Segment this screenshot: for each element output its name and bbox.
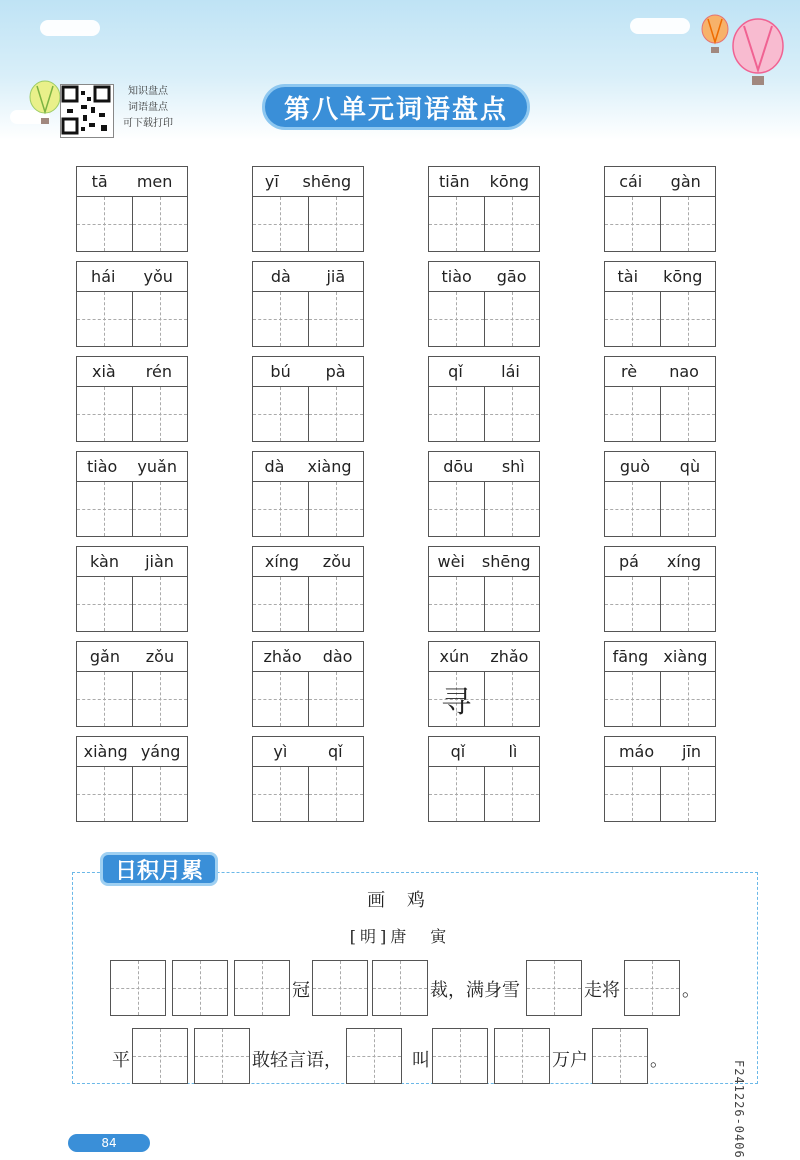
writing-cell[interactable] <box>253 672 309 726</box>
pinyin-syllable: dōu <box>443 457 474 476</box>
pinyin-row <box>76 261 188 291</box>
pinyin-row <box>252 166 364 196</box>
pinyin-row <box>604 356 716 386</box>
pinyin-syllable: xiàng <box>83 742 128 761</box>
writing-boxes <box>76 291 188 347</box>
pinyin-syllable: shēng <box>481 552 531 571</box>
pinyin-syllable: xiàng <box>307 457 352 476</box>
pinyin-syllable: máo <box>618 742 655 761</box>
poem-text: 平 <box>112 1050 130 1071</box>
pinyin-syllable: gāo <box>496 267 527 286</box>
word-item <box>252 736 364 822</box>
pinyin-row <box>252 546 364 576</box>
writing-cell[interactable] <box>661 387 716 441</box>
word-item <box>604 736 716 822</box>
writing-boxes <box>428 386 540 442</box>
writing-boxes <box>252 196 364 252</box>
word-grid <box>76 166 716 826</box>
word-item <box>428 261 540 347</box>
word-item <box>604 166 716 252</box>
poem-answer-box[interactable] <box>194 1028 250 1084</box>
side-code: F241226-0406 <box>732 1060 746 1159</box>
writing-boxes <box>76 766 188 822</box>
word-item <box>252 166 364 252</box>
writing-boxes <box>252 671 364 727</box>
pinyin-row <box>428 641 540 671</box>
pinyin-syllable: lì <box>508 742 518 761</box>
pinyin-row <box>252 261 364 291</box>
pinyin-row <box>76 736 188 766</box>
pinyin-syllable: xiàng <box>663 647 708 666</box>
pinyin-syllable: jiàn <box>145 552 174 571</box>
writing-boxes <box>428 671 540 727</box>
writing-cell[interactable] <box>253 387 309 441</box>
pinyin-syllable: tiào <box>441 267 472 286</box>
poem-text: 。 <box>682 980 700 1001</box>
writing-cell[interactable] <box>77 197 133 251</box>
pinyin-syllable: tā <box>91 172 108 191</box>
poem-answer-box[interactable] <box>110 960 166 1016</box>
cloud-decoration <box>40 20 100 36</box>
word-item <box>604 451 716 537</box>
word-item <box>604 261 716 347</box>
writing-boxes <box>604 481 716 537</box>
writing-cell[interactable] <box>133 672 188 726</box>
pinyin-row <box>76 356 188 386</box>
writing-cell[interactable] <box>133 292 188 346</box>
pinyin-syllable: yǒu <box>143 267 173 286</box>
word-item <box>76 356 188 442</box>
writing-cell[interactable] <box>133 577 188 631</box>
pinyin-syllable: kàn <box>90 552 119 571</box>
pinyin-syllable: qù <box>679 457 701 476</box>
writing-cell[interactable] <box>253 577 309 631</box>
writing-boxes <box>604 291 716 347</box>
pinyin-syllable: guò <box>619 457 650 476</box>
pinyin-syllable: yáng <box>140 742 181 761</box>
writing-boxes <box>604 576 716 632</box>
balloon-icon <box>700 14 730 58</box>
pinyin-row <box>428 546 540 576</box>
pinyin-row <box>428 736 540 766</box>
writing-cell[interactable] <box>429 577 485 631</box>
writing-boxes <box>604 386 716 442</box>
writing-boxes <box>428 481 540 537</box>
cloud-decoration <box>630 18 690 34</box>
pinyin-syllable: dào <box>322 647 353 666</box>
writing-cell[interactable] <box>605 577 661 631</box>
pinyin-row <box>252 451 364 481</box>
pinyin-row <box>76 451 188 481</box>
pinyin-syllable: xíng <box>264 552 300 571</box>
poem-text: 冠 <box>292 980 310 1001</box>
writing-boxes <box>76 196 188 252</box>
pinyin-syllable: pà <box>325 362 346 381</box>
writing-cell[interactable] <box>253 197 309 251</box>
pinyin-syllable: wèi <box>437 552 465 571</box>
pinyin-syllable: gǎn <box>89 647 120 666</box>
pinyin-syllable: zǒu <box>145 647 175 666</box>
pinyin-row <box>76 166 188 196</box>
pinyin-row <box>604 641 716 671</box>
pinyin-syllable: men <box>136 172 173 191</box>
word-item <box>604 641 716 727</box>
writing-cell[interactable] <box>661 292 716 346</box>
poem-text: 敢轻言语， <box>252 1050 342 1071</box>
writing-cell[interactable] <box>77 482 133 536</box>
writing-boxes <box>252 766 364 822</box>
writing-cell[interactable] <box>485 482 540 536</box>
writing-cell[interactable] <box>661 577 716 631</box>
pinyin-row <box>604 166 716 196</box>
writing-cell[interactable] <box>661 672 716 726</box>
pinyin-syllable: zǒu <box>322 552 352 571</box>
poem-text: 叫 <box>412 1050 430 1071</box>
writing-boxes <box>428 766 540 822</box>
writing-boxes <box>76 671 188 727</box>
writing-cell[interactable] <box>133 767 188 821</box>
pinyin-row <box>428 356 540 386</box>
poem-answer-box[interactable] <box>172 960 228 1016</box>
poem-author: [明]唐 寅 <box>349 927 451 946</box>
writing-cell[interactable] <box>253 292 309 346</box>
poem-answer-box[interactable] <box>494 1028 550 1084</box>
pinyin-row <box>252 641 364 671</box>
pinyin-syllable: rè <box>621 362 638 381</box>
page-number: 84 <box>68 1134 150 1152</box>
poem-text: 万户 <box>552 1050 588 1071</box>
writing-cell[interactable] <box>485 672 540 726</box>
writing-boxes <box>252 386 364 442</box>
writing-cell[interactable] <box>77 672 133 726</box>
writing-boxes <box>604 671 716 727</box>
writing-boxes <box>252 481 364 537</box>
writing-cell[interactable] <box>309 482 364 536</box>
poem-answer-box[interactable] <box>592 1028 648 1084</box>
writing-boxes <box>604 766 716 822</box>
balloon-icon <box>730 18 786 88</box>
writing-cell[interactable] <box>605 197 661 251</box>
writing-cell[interactable] <box>77 387 133 441</box>
word-item <box>252 546 364 632</box>
word-item <box>252 356 364 442</box>
pinyin-syllable: xún <box>439 647 470 666</box>
pinyin-syllable: shì <box>501 457 525 476</box>
writing-cell[interactable] <box>429 767 485 821</box>
writing-cell[interactable] <box>485 292 540 346</box>
word-item <box>76 451 188 537</box>
poem-text: 裁，满身雪 <box>430 980 520 1001</box>
writing-boxes <box>428 576 540 632</box>
pinyin-syllable: kōng <box>489 172 529 191</box>
pinyin-row <box>604 261 716 291</box>
writing-cell[interactable] <box>429 387 485 441</box>
qr-caption-line: 词语盘点 <box>128 102 168 113</box>
writing-boxes <box>76 481 188 537</box>
pinyin-row <box>604 451 716 481</box>
pinyin-syllable: xià <box>92 362 116 381</box>
poem-text: 走将 <box>584 980 620 1001</box>
poem-answer-box[interactable] <box>526 960 582 1016</box>
writing-cell[interactable] <box>309 292 364 346</box>
writing-cell[interactable] <box>309 672 364 726</box>
writing-cell[interactable] <box>605 672 661 726</box>
writing-cell[interactable] <box>485 767 540 821</box>
pinyin-syllable: yī <box>264 172 279 191</box>
writing-cell[interactable] <box>429 482 485 536</box>
pinyin-row <box>76 546 188 576</box>
pinyin-syllable: qǐ <box>450 742 466 761</box>
poem-title: 画 鸡 <box>367 890 433 911</box>
word-item <box>252 451 364 537</box>
word-item <box>428 166 540 252</box>
pinyin-syllable: rén <box>145 362 172 381</box>
pinyin-syllable: dà <box>270 267 291 286</box>
pinyin-syllable: jīn <box>682 742 702 761</box>
pinyin-syllable: hái <box>91 267 116 286</box>
word-item <box>76 546 188 632</box>
pinyin-syllable: zhǎo <box>263 647 302 666</box>
pinyin-syllable: kōng <box>663 267 703 286</box>
poem-answer-box[interactable] <box>432 1028 488 1084</box>
writing-cell[interactable] <box>133 387 188 441</box>
pinyin-syllable: lái <box>501 362 520 381</box>
poem-answer-box[interactable] <box>372 960 428 1016</box>
writing-cell[interactable] <box>133 482 188 536</box>
writing-cell[interactable] <box>661 482 716 536</box>
writing-cell[interactable] <box>309 577 364 631</box>
word-item <box>76 641 188 727</box>
poem-answer-box[interactable] <box>346 1028 402 1084</box>
pinyin-row <box>252 736 364 766</box>
pinyin-syllable: xíng <box>666 552 702 571</box>
pinyin-syllable: zhǎo <box>490 647 529 666</box>
word-item <box>428 546 540 632</box>
page-title: 第八单元词语盘点 <box>262 84 530 130</box>
writing-cell[interactable] <box>485 197 540 251</box>
pinyin-syllable: shēng <box>302 172 352 191</box>
writing-cell[interactable] <box>661 197 716 251</box>
writing-boxes <box>252 576 364 632</box>
writing-boxes <box>76 576 188 632</box>
qr-caption-line: 知识盘点 <box>128 86 168 97</box>
word-item <box>252 261 364 347</box>
qr-caption <box>116 84 180 132</box>
writing-boxes <box>428 196 540 252</box>
writing-cell[interactable] <box>485 387 540 441</box>
word-item <box>252 641 364 727</box>
writing-cell[interactable] <box>133 197 188 251</box>
pinyin-syllable: dà <box>264 457 285 476</box>
word-item <box>76 261 188 347</box>
word-item <box>76 736 188 822</box>
pinyin-syllable: gàn <box>670 172 701 191</box>
writing-boxes <box>428 291 540 347</box>
pinyin-syllable: tài <box>617 267 639 286</box>
word-item <box>428 736 540 822</box>
writing-cell[interactable] <box>605 387 661 441</box>
pinyin-syllable: cái <box>619 172 643 191</box>
pinyin-syllable: fāng <box>612 647 649 666</box>
writing-cell[interactable] <box>253 482 309 536</box>
writing-boxes <box>76 386 188 442</box>
word-item <box>76 166 188 252</box>
pinyin-row <box>604 546 716 576</box>
writing-cell[interactable] <box>485 577 540 631</box>
writing-cell[interactable] <box>429 292 485 346</box>
writing-cell[interactable] <box>309 197 364 251</box>
word-item <box>604 356 716 442</box>
pinyin-syllable: tiān <box>438 172 470 191</box>
writing-cell[interactable] <box>661 767 716 821</box>
pinyin-row <box>252 356 364 386</box>
poem-answer-box[interactable] <box>234 960 290 1016</box>
poem-answer-box[interactable] <box>132 1028 188 1084</box>
pinyin-syllable: yuǎn <box>137 457 177 476</box>
writing-cell[interactable] <box>77 577 133 631</box>
word-item <box>428 641 540 727</box>
poem-answer-box[interactable] <box>312 960 368 1016</box>
pinyin-syllable: pá <box>618 552 639 571</box>
pinyin-syllable: jiā <box>326 267 346 286</box>
pinyin-syllable: bú <box>270 362 291 381</box>
balloon-icon <box>28 80 62 130</box>
word-item <box>428 451 540 537</box>
pinyin-row <box>428 451 540 481</box>
qr-code <box>60 84 114 138</box>
pinyin-row <box>428 261 540 291</box>
writing-cell[interactable] <box>309 767 364 821</box>
qr-caption-line: 可下载打印 <box>123 118 173 129</box>
writing-cell[interactable] <box>309 387 364 441</box>
written-char: 寻 <box>441 685 472 720</box>
writing-boxes <box>604 196 716 252</box>
writing-cell[interactable] <box>605 292 661 346</box>
pinyin-syllable: yì <box>273 742 288 761</box>
word-item <box>604 546 716 632</box>
poem-answer-box[interactable] <box>624 960 680 1016</box>
writing-cell[interactable] <box>605 482 661 536</box>
writing-cell[interactable] <box>77 767 133 821</box>
pinyin-row <box>76 641 188 671</box>
writing-cell[interactable] <box>253 767 309 821</box>
poem-text: 。 <box>650 1050 668 1071</box>
word-item <box>428 356 540 442</box>
writing-cell[interactable] <box>429 197 485 251</box>
pinyin-syllable: tiào <box>87 457 118 476</box>
pinyin-row <box>604 736 716 766</box>
accumulate-tab: 日积月累 <box>100 852 218 886</box>
pinyin-syllable: qǐ <box>328 742 343 761</box>
writing-boxes <box>252 291 364 347</box>
writing-cell[interactable] <box>77 292 133 346</box>
pinyin-syllable: nao <box>669 362 699 381</box>
writing-cell[interactable] <box>429 672 485 726</box>
pinyin-row <box>428 166 540 196</box>
writing-cell[interactable] <box>605 767 661 821</box>
pinyin-syllable: qǐ <box>448 362 463 381</box>
